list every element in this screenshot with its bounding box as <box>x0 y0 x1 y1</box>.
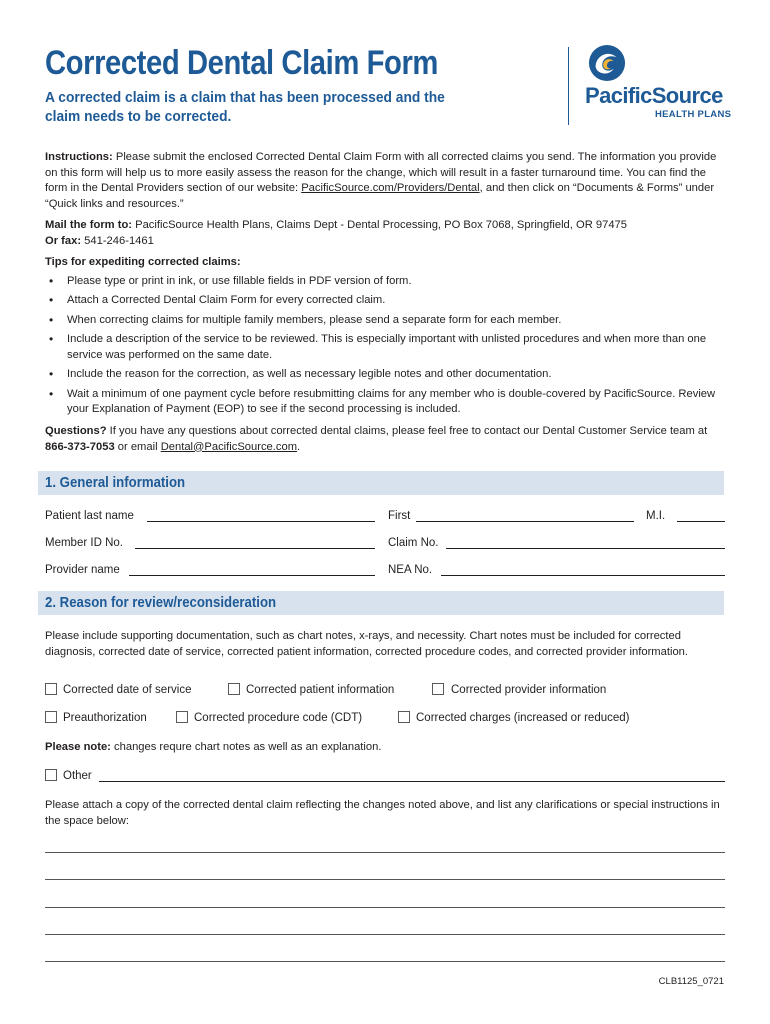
section-general-information <box>38 471 724 495</box>
charges-label: Corrected charges (increased or reduced) <box>416 712 630 724</box>
section-1-heading: 1. General information <box>45 474 186 491</box>
instructions-text-after: , and then click on “Documents & Forms” under “Quick links and resources.” <box>45 182 715 210</box>
notes-line[interactable] <box>45 852 725 853</box>
mail-line <box>45 218 727 234</box>
logo-name: PacificSource <box>585 83 723 108</box>
nea-no-field[interactable] <box>441 575 725 576</box>
tip-item: • Wait a minimum of one payment cycle before resubmitting claims for any member who is double-covered by PacificSource. Review your Explanation of Payment (EOP) to see if the second processing is included. <box>45 387 727 418</box>
tips-heading: Tips for expediting corrected claims: <box>45 256 241 268</box>
patient-last-name-field[interactable] <box>147 521 375 522</box>
pacificsource-wave-logo-icon <box>588 44 626 82</box>
mail-address: PacificSource Health Plans, Claims Dept - Dental Processing, PO Box 7068, Springfield, OR 97475 <box>132 219 627 231</box>
charges-checkbox[interactable] <box>398 711 410 723</box>
please-note <box>45 740 727 756</box>
tip-item: • Include the reason for the correction, as well as necessary legible notes and other documentation. <box>45 367 727 383</box>
logo-subtitle: HEALTH PLANS <box>655 109 732 120</box>
first-name-field[interactable] <box>416 521 634 522</box>
preauthorization-label: Preauthorization <box>63 712 147 724</box>
email-link[interactable]: Dental@PacificSource.com <box>160 440 298 453</box>
other-label: Other <box>63 770 92 782</box>
nea-no-label: NEA No. <box>388 564 433 576</box>
fax-number: 541-246-1461 <box>81 235 154 247</box>
provider-name-field[interactable] <box>129 575 375 576</box>
notes-line[interactable] <box>45 961 725 962</box>
procedure-code-checkbox[interactable] <box>176 711 188 723</box>
other-checkbox[interactable] <box>45 769 57 781</box>
procedure-code-label: Corrected procedure code (CDT) <box>194 712 363 724</box>
tip-item: • Include a description of the service to be reviewed. This is especially important with unlisted procedures and when more than one service was performed on the same date. <box>45 332 727 363</box>
questions-label: Questions? <box>45 425 107 437</box>
tip-item: • When correcting claims for multiple family members, please send a separate form for each member. <box>45 313 727 329</box>
notes-line[interactable] <box>45 907 725 908</box>
attach-instructions: Please attach a copy of the corrected dental claim reflecting the changes noted above, and list any clarifications or special instructions in the space below: <box>45 799 720 827</box>
provider-info-checkbox[interactable] <box>432 683 444 695</box>
member-id-label: Member ID No. <box>45 537 123 549</box>
claim-no-label: Claim No. <box>388 537 439 549</box>
tip-item: • Please type or print in ink, or use fillable fields in PDF version of form. <box>45 274 727 290</box>
phone-number: 866-373-7053 <box>45 440 115 453</box>
patient-info-checkbox[interactable] <box>228 683 240 695</box>
date-of-service-checkbox[interactable] <box>45 683 57 695</box>
form-code: CLB1125_0721 <box>658 976 724 987</box>
mail-label: Mail the form to: <box>45 219 133 231</box>
questions-text2: or email <box>114 440 161 453</box>
provider-name-label: Provider name <box>45 564 120 576</box>
section-reason-for-review <box>38 591 724 615</box>
member-id-field[interactable] <box>135 548 375 549</box>
fax-label: Or fax: <box>45 235 82 247</box>
tips-list <box>45 274 727 422</box>
please-note-text: changes requre chart notes as well as an explanation. <box>110 741 382 753</box>
questions-text3: . <box>297 440 301 453</box>
providers-link[interactable]: PacificSource.com/Providers/Dental <box>301 182 480 195</box>
date-of-service-label: Corrected date of service <box>63 684 192 696</box>
preauthorization-checkbox[interactable] <box>45 711 57 723</box>
section-2-intro: Please include supporting documentation, such as chart notes, x-rays, and necessity. Chart notes must be included for corrected diagnosis, corrected date of service, corrected patient information, corrected procedure codes, and corrected provider information. <box>45 630 688 658</box>
other-field[interactable] <box>99 781 725 782</box>
instructions-text: Please submit the enclosed Corrected Dental Claim Form with all corrected claims you send. The information you provide on this form will help us to more easily assess the reason for the change, which will result in a faster turnaround time. You can find the form in the Dental Providers section of our website: <box>45 151 717 195</box>
claim-no-field[interactable] <box>446 548 725 549</box>
page-title: Corrected Dental Claim Form <box>45 44 438 82</box>
notes-line[interactable] <box>45 879 725 880</box>
please-note-label: Please note: <box>45 741 111 753</box>
patient-last-name-label: Patient last name <box>45 510 134 522</box>
page-subtitle: A corrected claim is a claim that has been processed and the claim needs to be corrected. <box>45 89 445 125</box>
section-2-heading: 2. Reason for review/reconsideration <box>45 594 277 611</box>
first-name-label: First <box>388 510 411 522</box>
provider-info-label: Corrected provider information <box>451 684 607 696</box>
instructions-label: Instructions: <box>45 151 113 163</box>
patient-info-label: Corrected patient information <box>246 684 395 696</box>
questions-text: If you have any questions about corrected dental claims, please feel free to contact our Dental Customer Service team at <box>106 425 708 437</box>
questions-paragraph <box>45 424 727 455</box>
tip-item: • Attach a Corrected Dental Claim Form for every corrected claim. <box>45 293 727 309</box>
notes-line[interactable] <box>45 934 725 935</box>
logo-divider <box>568 47 569 125</box>
middle-initial-field[interactable] <box>677 521 725 522</box>
instructions-paragraph <box>45 150 727 212</box>
middle-initial-label: M.I. <box>646 510 666 522</box>
fax-line <box>45 234 727 250</box>
